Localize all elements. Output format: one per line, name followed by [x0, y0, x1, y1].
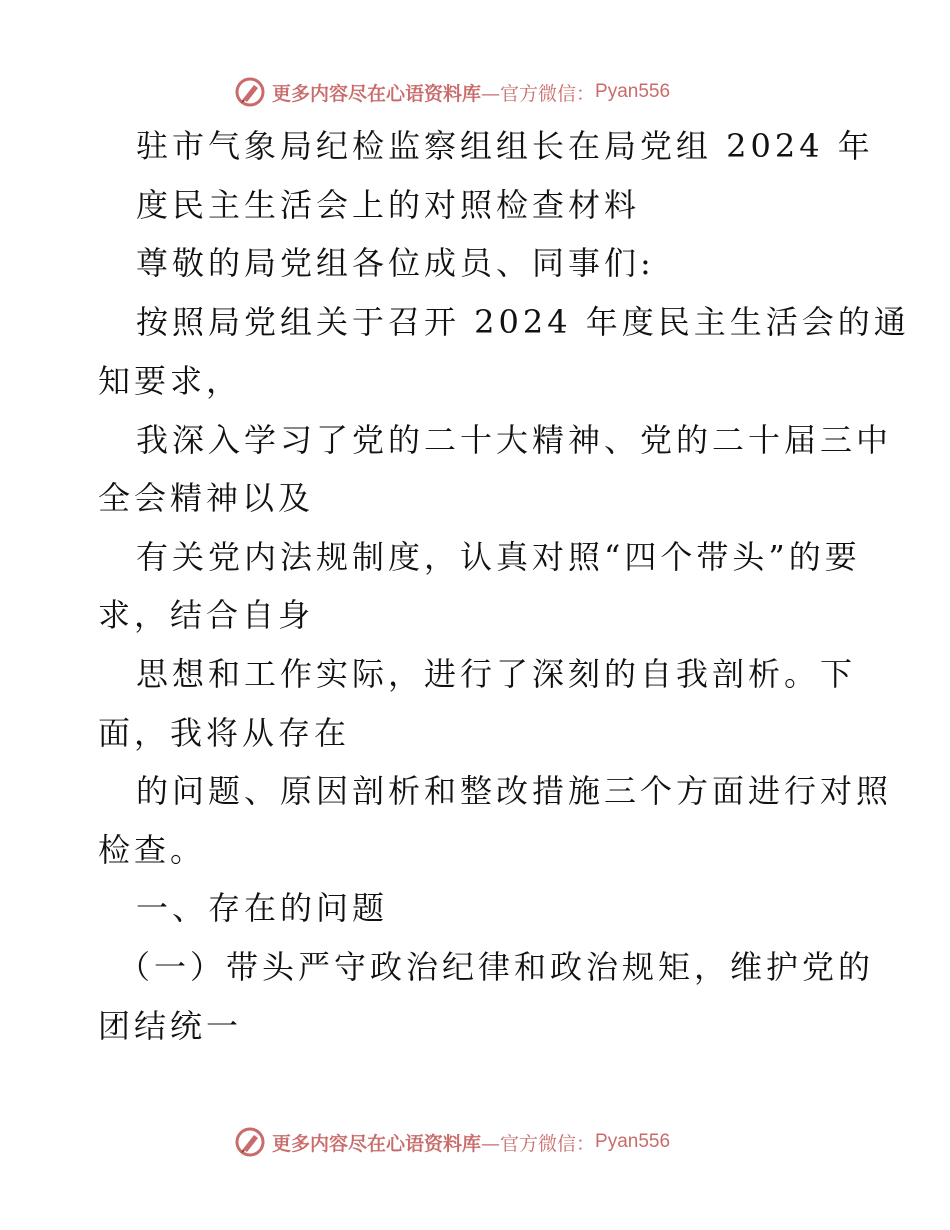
banner-wechat-id: Pyan556: [595, 1131, 671, 1152]
subsection-heading: （一）带头严守政治纪律和政治规矩，维护党的: [118, 948, 875, 986]
paragraph-line: 我深入学习了党的二十大精神、党的二十届三中: [136, 421, 893, 459]
banner-wechat-label: —官方微信：: [481, 1132, 596, 1155]
paragraph-line: 有关党内法规制度，认真对照“四个带头”的要: [136, 538, 861, 576]
paragraph-line: 知要求，: [98, 362, 243, 400]
paragraph-line: 的问题、原因剖析和整改措施三个方面进行对照: [136, 772, 893, 810]
footer-banner: [0, 1122, 950, 1162]
header-banner: [0, 72, 950, 112]
document-title-line-2: 度民主生活会上的对照检查材料: [136, 186, 641, 224]
salutation: 尊敬的局党组各位成员、同事们:: [136, 244, 655, 282]
banner-text: 更多内容尽在心语资料库: [272, 82, 482, 105]
pen-logo-icon: [234, 76, 266, 108]
banner-wechat-id: Pyan556: [595, 81, 671, 102]
section-heading: 一、存在的问题: [136, 889, 389, 927]
paragraph-line: 思想和工作实际，进行了深刻的自我剖析。下: [136, 655, 857, 693]
paragraph-line: 按照局党组关于召开 2024 年度民主生活会的通: [136, 303, 910, 341]
paragraph-line: 面，我将从存在: [98, 714, 351, 752]
pen-logo-icon: [234, 1126, 266, 1158]
paragraph-line: 求，结合自身: [98, 596, 315, 634]
paragraph-line: 全会精神以及: [98, 479, 315, 517]
banner-wechat-label: —官方微信：: [481, 82, 596, 105]
subsection-heading-cont: 团结统一: [98, 1007, 243, 1045]
document-title-line-1: 驻市气象局纪检监察组组长在局党组 2024 年: [136, 127, 874, 165]
banner-text: 更多内容尽在心语资料库: [272, 1132, 482, 1155]
paragraph-line: 检查。: [98, 831, 207, 869]
